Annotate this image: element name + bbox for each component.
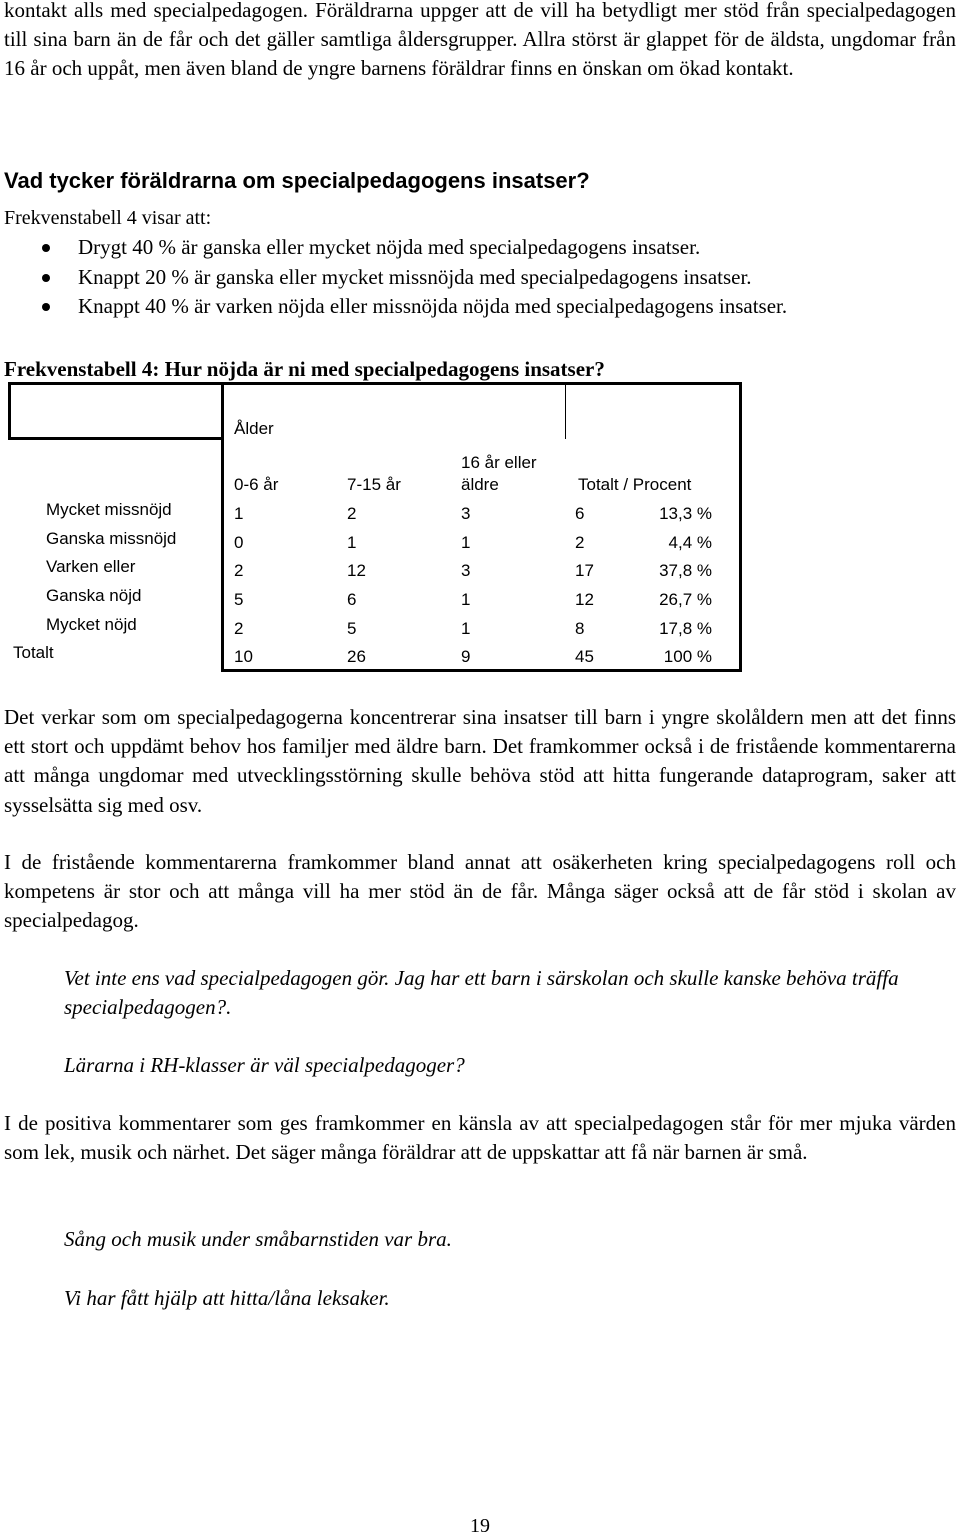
table-border-left: [8, 382, 11, 440]
cell-0-6: 0: [234, 533, 244, 552]
cell-percent: 100 %: [663, 647, 712, 666]
quote: Sång och musik under småbarnstiden var bra.: [64, 1227, 452, 1251]
quote: Lärarna i RH-klasser är väl specialpedagoger?: [64, 1053, 465, 1077]
row-label: Varken eller: [46, 557, 136, 576]
cell-16-plus: 9: [461, 647, 471, 666]
table-label-divider: [221, 382, 224, 672]
cell-0-6: 2: [234, 619, 244, 638]
cell-0-6: 5: [234, 590, 244, 609]
cell-percent: 4,4 %: [668, 533, 712, 552]
cell-7-15: 1: [347, 533, 357, 552]
bullet-item: Knappt 40 % är varken nöjda eller missnöjda nöjda med specialpedagogens insatser.: [0, 292, 787, 322]
cell-7-15: 2: [347, 504, 357, 523]
age-group-header: Ålder: [234, 419, 274, 438]
quote: Vi har fått hjälp att hitta/låna leksaker.: [64, 1286, 390, 1310]
cell-0-6: 1: [234, 504, 244, 523]
body-paragraph: I de fristående kommentarerna framkommer bland annat att osäkerheten kring specialpedagogens roll och kompetens är stor och att många vill ha mer stöd än de får. Många säger också att de får stöd i skolan av specialpedagog.: [4, 850, 956, 933]
cell-percent: 13,3 %: [659, 504, 712, 523]
col-header-16-plus: äldre: [461, 475, 499, 494]
cell-total: 6: [575, 504, 585, 523]
frequency-table: [0, 0, 960, 700]
cell-percent: 26,7 %: [659, 590, 712, 609]
cell-7-15: 6: [347, 590, 357, 609]
cell-16-plus: 3: [461, 504, 471, 523]
cell-total: 17: [575, 561, 594, 580]
body-paragraph: I de positiva kommentarer som ges framkommer en känsla av att specialpedagogen står för mer mjuka värden som lek, musik och närhet. Det säger många föräldrar att de uppskattar att få när barnen är små.: [4, 1111, 956, 1165]
cell-total: 2: [575, 533, 585, 552]
table-label-header-bottom: [8, 437, 224, 440]
table-border-right: [739, 382, 742, 672]
table-caption: Frekvenstabell 4: Hur nöjda är ni med specialpedagogens insatser?: [4, 357, 605, 381]
row-label: Mycket nöjd: [46, 615, 137, 634]
intro-text: Frekvenstabell 4 visar att:: [4, 207, 212, 229]
cell-total: 8: [575, 619, 585, 638]
row-label: Ganska missnöjd: [46, 529, 177, 548]
cell-0-6: 2: [234, 561, 244, 580]
bullet-icon: [42, 274, 50, 282]
bullet-list: [0, 233, 787, 322]
cell-7-15: 26: [347, 647, 366, 666]
bullet-icon: [42, 303, 50, 311]
row-label: Ganska nöjd: [46, 586, 142, 605]
quote: Vet inte ens vad specialpedagogen gör. Jag har ett barn i särskolan och skulle kanske behöva träffa specialpedagogen?.: [64, 966, 899, 1020]
cell-0-6: 10: [234, 647, 253, 666]
col-header-total: Totalt / Procent: [578, 475, 692, 494]
col-header-16-plus: 16 år eller: [461, 453, 537, 472]
table-total-divider: [565, 382, 566, 439]
page-number: 19: [470, 1515, 490, 1537]
bullet-icon: [42, 244, 50, 252]
top-paragraph: kontakt alls med specialpedagogen. Föräldrarna uppger att de vill ha betydligt mer stöd från specialpedagogen till sina barn än de får och det gäller samtliga åldersgrupper. Allra störst är glappet för de äldsta, ungdomar från 16 år och uppåt, men även bland de yngre barnens föräldrar finns en önskan om ökad kontakt.: [4, 0, 956, 81]
cell-percent: 17,8 %: [659, 619, 712, 638]
cell-7-15: 5: [347, 619, 357, 638]
cell-16-plus: 3: [461, 561, 471, 580]
body-paragraph: Det verkar som om specialpedagogerna koncentrerar sina insatser till barn i yngre skolåldern men att det finns ett stort och uppdämt behov hos familjer med äldre barn. Det framkommer också i de fristående kommentarerna att många ungdomar med utvecklingsstörning skulle behöva stöd att hitta fungerande dataprogram, saker att sysselsätta sig med osv.: [4, 705, 956, 817]
section-heading: Vad tycker föräldrarna om specialpedagogens insatser?: [4, 168, 590, 193]
cell-16-plus: 1: [461, 619, 471, 638]
cell-7-15: 12: [347, 561, 366, 580]
cell-16-plus: 1: [461, 533, 471, 552]
cell-percent: 37,8 %: [659, 561, 712, 580]
total-row-label: Totalt: [13, 643, 54, 662]
cell-total: 45: [575, 647, 594, 666]
cell-16-plus: 1: [461, 590, 471, 609]
col-header-0-6: 0-6 år: [234, 475, 279, 494]
table-border-bottom: [221, 669, 742, 672]
col-header-7-15: 7-15 år: [347, 475, 401, 494]
cell-total: 12: [575, 590, 594, 609]
bullet-item: Knappt 20 % är ganska eller mycket missnöjda med specialpedagogens insatser.: [0, 263, 787, 293]
bullet-item: Drygt 40 % är ganska eller mycket nöjda med specialpedagogens insatser.: [0, 233, 787, 263]
row-label: Mycket missnöjd: [46, 500, 172, 519]
